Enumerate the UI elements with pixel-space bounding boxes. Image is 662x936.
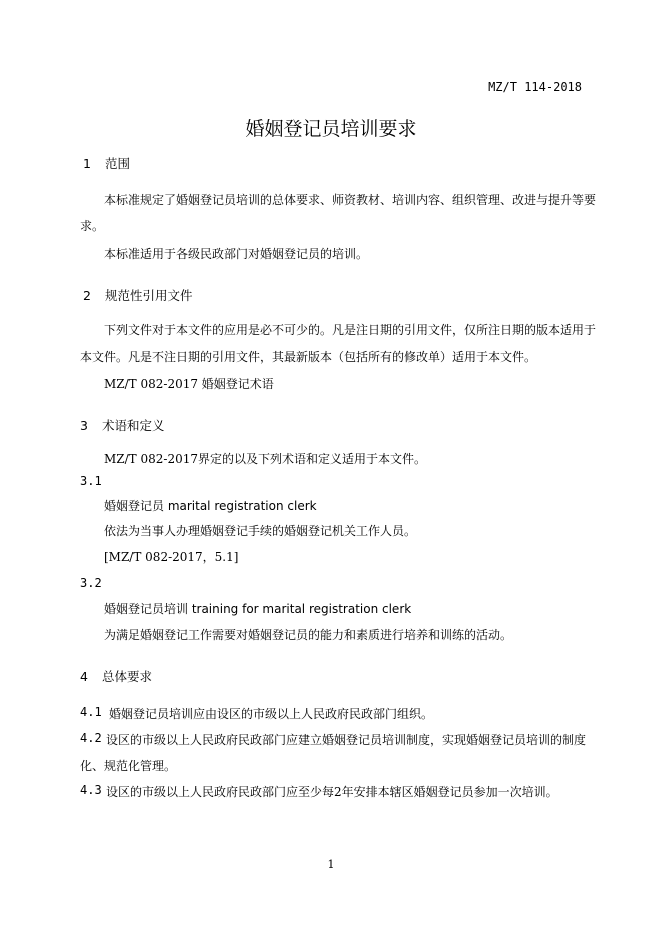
- section-2-number: 2: [83, 288, 91, 303]
- section-1-paragraph-1-line-2: 求。: [80, 219, 105, 233]
- section-4-heading: [80, 667, 152, 685]
- clause-4-2-text-line-2: 化、规范化管理。: [80, 759, 177, 773]
- section-2-paragraph-1-line-2: 本文件。凡是不注日期的引用文件，其最新版本（包括所有的修改单）适用于本文件。: [80, 350, 537, 364]
- section-1-paragraph-1-line-1: 本标准规定了婚姻登记员培训的总体要求、师资教材、培训内容、组织管理、改进与提升等要: [104, 193, 597, 207]
- page-number: 1: [327, 858, 335, 871]
- clause-4-3-text: 设区的市级以上人民政府民政部门应至少每2年安排本辖区婚姻登记员参加一次培训。: [106, 785, 558, 799]
- section-3-title: 术语和定义: [102, 418, 165, 433]
- term-3-1-source: [MZ/T 082-2017，5.1]: [104, 550, 239, 564]
- section-3-heading: [80, 416, 165, 434]
- section-2-reference-1: MZ/T 082-2017 婚姻登记术语: [104, 377, 274, 391]
- term-3-2-heading: 婚姻登记员培训 training for marital registration clerk: [104, 602, 412, 616]
- term-3-1-number: 3.1: [80, 474, 102, 488]
- clause-4-1-text: 婚姻登记员培训应由设区的市级以上人民政府民政部门组织。: [109, 707, 434, 721]
- section-4-number: 4: [80, 669, 88, 684]
- term-3-2-definition: 为满足婚姻登记工作需要对婚姻登记员的能力和素质进行培养和训练的活动。: [104, 628, 513, 642]
- section-1-number: 1: [83, 156, 91, 171]
- section-3-intro: MZ/T 082-2017界定的以及下列术语和定义适用于本文件。: [104, 452, 426, 466]
- section-2-title: 规范性引用文件: [105, 288, 193, 303]
- section-4-title: 总体要求: [102, 669, 153, 684]
- term-3-1-definition: 依法为当事人办理婚姻登记手续的婚姻登记机关工作人员。: [104, 524, 417, 538]
- term-3-1-heading: 婚姻登记员 marital registration clerk: [104, 499, 317, 513]
- section-1-paragraph-2: 本标准适用于各级民政部门对婚姻登记员的培训。: [104, 247, 369, 261]
- section-1-heading: [83, 154, 130, 172]
- clause-4-2-number: 4.2: [80, 731, 102, 745]
- document-title: 婚姻登记员培训要求: [245, 118, 417, 140]
- clause-4-3-number: 4.3: [80, 783, 102, 797]
- clause-4-2-text-line-1: 设区的市级以上人民政府民政部门应建立婚姻登记员培训制度，实现婚姻登记员培训的制度: [106, 733, 587, 747]
- section-2-paragraph-1-line-1: 下列文件对于本文件的应用是必不可少的。凡是注日期的引用文件，仅所注日期的版本适用于: [104, 323, 597, 337]
- term-3-2-number: 3.2: [80, 576, 102, 590]
- section-2-heading: [83, 286, 193, 304]
- clause-4-1-number: 4.1: [80, 705, 102, 719]
- section-1-title: 范围: [105, 156, 131, 171]
- section-3-number: 3: [80, 418, 88, 433]
- standard-code: MZ/T 114-2018: [488, 80, 582, 94]
